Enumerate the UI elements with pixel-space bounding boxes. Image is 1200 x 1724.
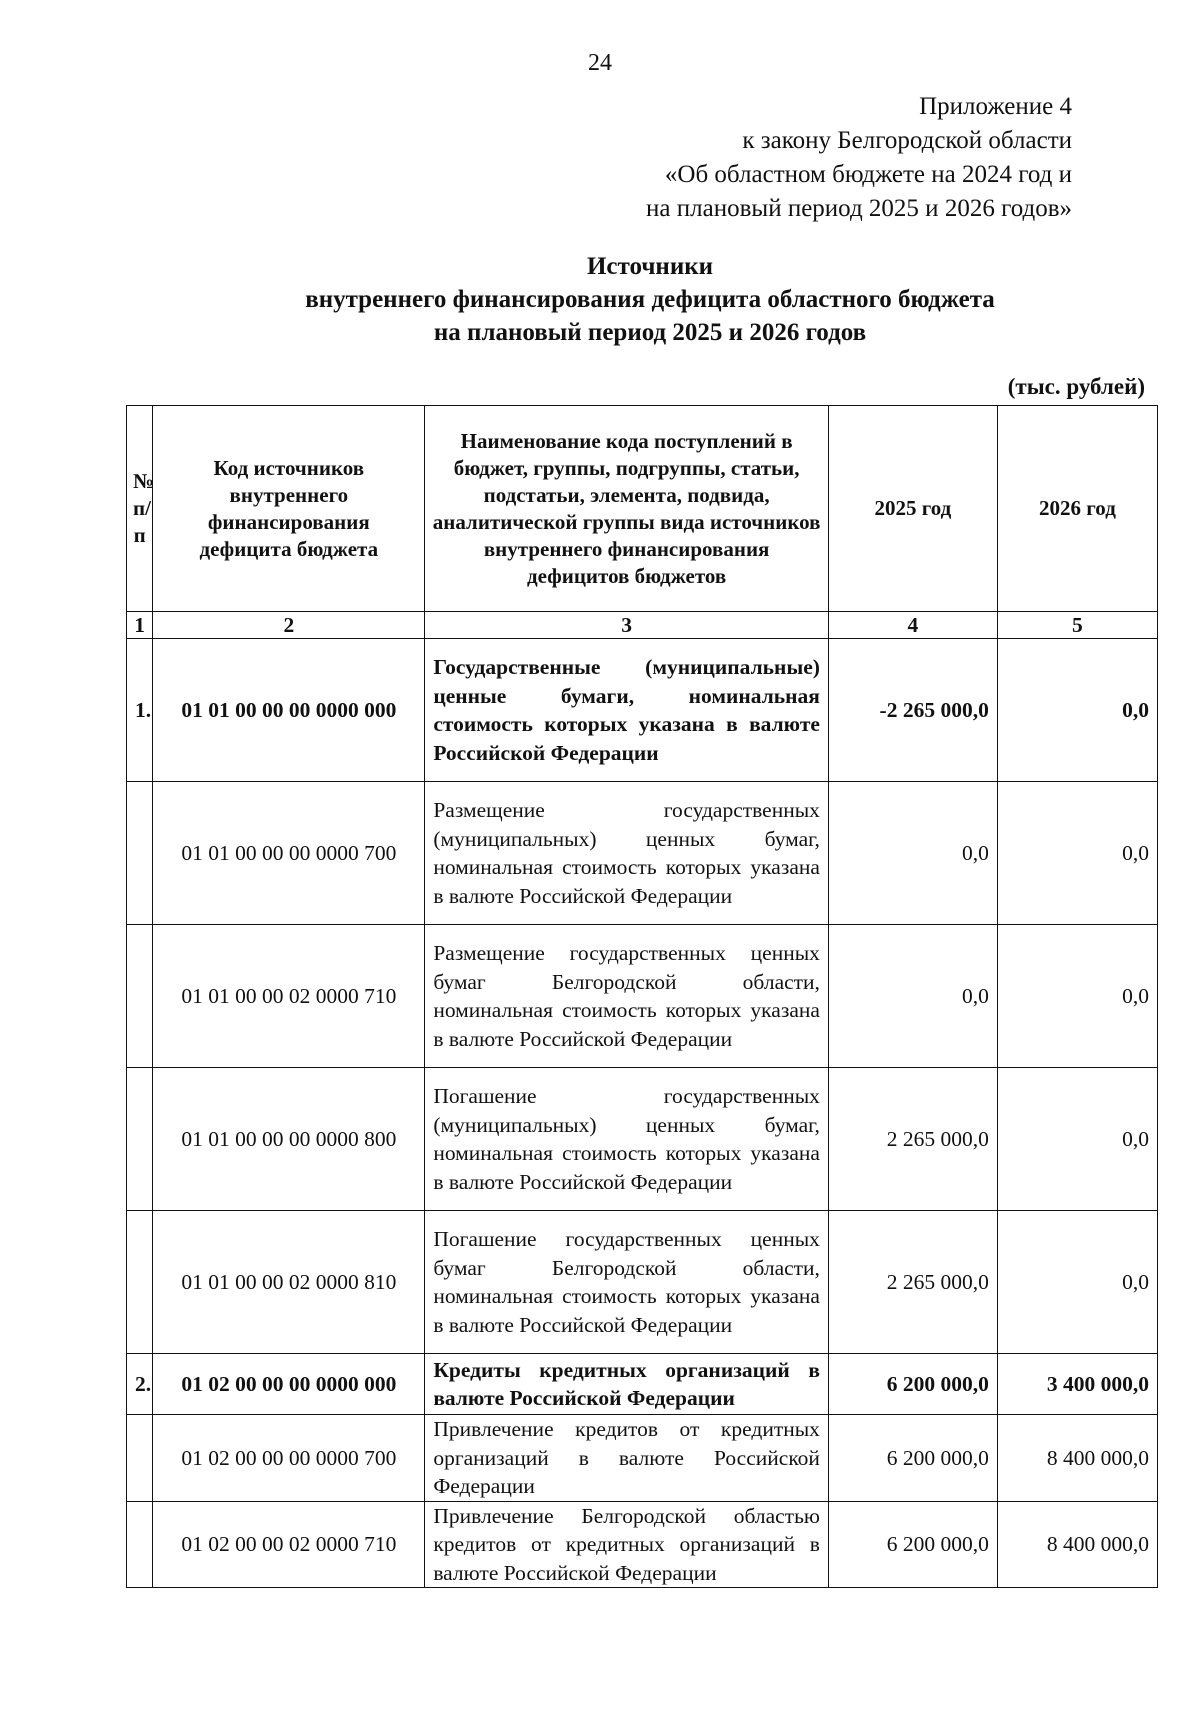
row-code: 01 01 00 00 02 0000 710 — [153, 925, 425, 1068]
table-row — [127, 1068, 1158, 1211]
financing-sources-table — [126, 405, 1158, 1588]
row-code: 01 01 00 00 00 0000 700 — [153, 782, 425, 925]
header-2025: 2025 год — [828, 406, 997, 612]
row-code: 01 01 00 00 00 0000 000 — [153, 639, 425, 782]
row-name: Погашение государственных ценных бумаг Белгородской области, номинальная стоимость которых указана в валюте Российской Федерации — [425, 1211, 829, 1354]
row-value-2025: -2 265 000,0 — [828, 639, 997, 782]
row-value-2025: 2 265 000,0 — [828, 1068, 997, 1211]
table-row — [127, 1501, 1158, 1588]
row-code: 01 02 00 00 00 0000 000 — [153, 1354, 425, 1415]
column-number: 5 — [997, 612, 1157, 639]
column-number: 2 — [153, 612, 425, 639]
row-code: 01 02 00 00 00 0000 700 — [153, 1415, 425, 1502]
header-row — [127, 406, 1158, 612]
page-number: 24 — [588, 50, 612, 76]
row-value-2025: 6 200 000,0 — [828, 1415, 997, 1502]
appendix-line-2: к закону Белгородской области — [742, 127, 1072, 154]
row-value-2026: 8 400 000,0 — [997, 1415, 1157, 1502]
row-number — [127, 1501, 153, 1588]
header-num: № п/п — [127, 406, 153, 612]
table-row — [127, 782, 1158, 925]
row-name: Государственные (муниципальные) ценные бумаги, номинальная стоимость которых указана в валюте Российской Федерации — [425, 639, 829, 782]
document-title — [0, 250, 1200, 349]
header-code: Код источников внутреннего финансирования дефицита бюджета — [153, 406, 425, 612]
row-value-2025: 6 200 000,0 — [828, 1354, 997, 1415]
row-value-2026: 8 400 000,0 — [997, 1501, 1157, 1588]
row-number — [127, 1211, 153, 1354]
row-number — [127, 1068, 153, 1211]
row-value-2025: 0,0 — [828, 782, 997, 925]
row-value-2026: 0,0 — [997, 925, 1157, 1068]
column-number: 3 — [425, 612, 829, 639]
table-row — [127, 925, 1158, 1068]
appendix-line-3: «Об областном бюджете на 2024 год и — [664, 161, 1072, 188]
row-value-2026: 0,0 — [997, 639, 1157, 782]
row-name: Кредиты кредитных организаций в валюте Российской Федерации — [425, 1354, 829, 1415]
table-row — [127, 1211, 1158, 1354]
row-code: 01 01 00 00 02 0000 810 — [153, 1211, 425, 1354]
column-number: 1 — [127, 612, 153, 639]
table-row — [127, 1354, 1158, 1415]
column-number-row — [127, 612, 1158, 639]
row-name: Привлечение Белгородской областью кредитов от кредитных организаций в валюте Российской Федерации — [425, 1501, 829, 1588]
row-name: Привлечение кредитов от кредитных организаций в валюте Российской Федерации — [425, 1415, 829, 1502]
appendix-reference — [646, 90, 1072, 226]
row-value-2026: 3 400 000,0 — [997, 1354, 1157, 1415]
header-name: Наименование кода поступлений в бюджет, группы, подгруппы, статьи, подстатьи, элемента, подвида, аналитической группы вида источников внутреннего финансирования дефицитов бюджетов — [425, 406, 829, 612]
row-code: 01 01 00 00 00 0000 800 — [153, 1068, 425, 1211]
appendix-line-1: Приложение 4 — [919, 93, 1072, 120]
column-number: 4 — [828, 612, 997, 639]
row-name: Размещение государственных (муниципальных) ценных бумаг, номинальная стоимость которых указана в валюте Российской Федерации — [425, 782, 829, 925]
title-line-2: внутреннего финансирования дефицита областного бюджета — [305, 286, 995, 313]
appendix-line-4: на плановый период 2025 и 2026 годов» — [646, 195, 1072, 222]
row-name: Погашение государственных (муниципальных) ценных бумаг, номинальная стоимость которых указана в валюте Российской Федерации — [425, 1068, 829, 1211]
title-line-3: на плановый период 2025 и 2026 годов — [433, 319, 867, 346]
row-value-2025: 6 200 000,0 — [828, 1501, 997, 1588]
row-value-2025: 2 265 000,0 — [828, 1211, 997, 1354]
row-number — [127, 782, 153, 925]
row-number: 1. — [127, 639, 153, 782]
table-row — [127, 639, 1158, 782]
row-number — [127, 925, 153, 1068]
row-value-2026: 0,0 — [997, 782, 1157, 925]
row-value-2026: 0,0 — [997, 1068, 1157, 1211]
units-label: (тыс. рублей) — [1007, 374, 1145, 399]
row-value-2025: 0,0 — [828, 925, 997, 1068]
row-number — [127, 1415, 153, 1502]
row-name: Размещение государственных ценных бумаг Белгородской области, номинальная стоимость которых указана в валюте Российской Федерации — [425, 925, 829, 1068]
row-value-2026: 0,0 — [997, 1211, 1157, 1354]
row-code: 01 02 00 00 02 0000 710 — [153, 1501, 425, 1588]
header-2026: 2026 год — [997, 406, 1157, 612]
row-number: 2. — [127, 1354, 153, 1415]
table-row — [127, 1415, 1158, 1502]
title-line-1: Источники — [586, 253, 714, 280]
